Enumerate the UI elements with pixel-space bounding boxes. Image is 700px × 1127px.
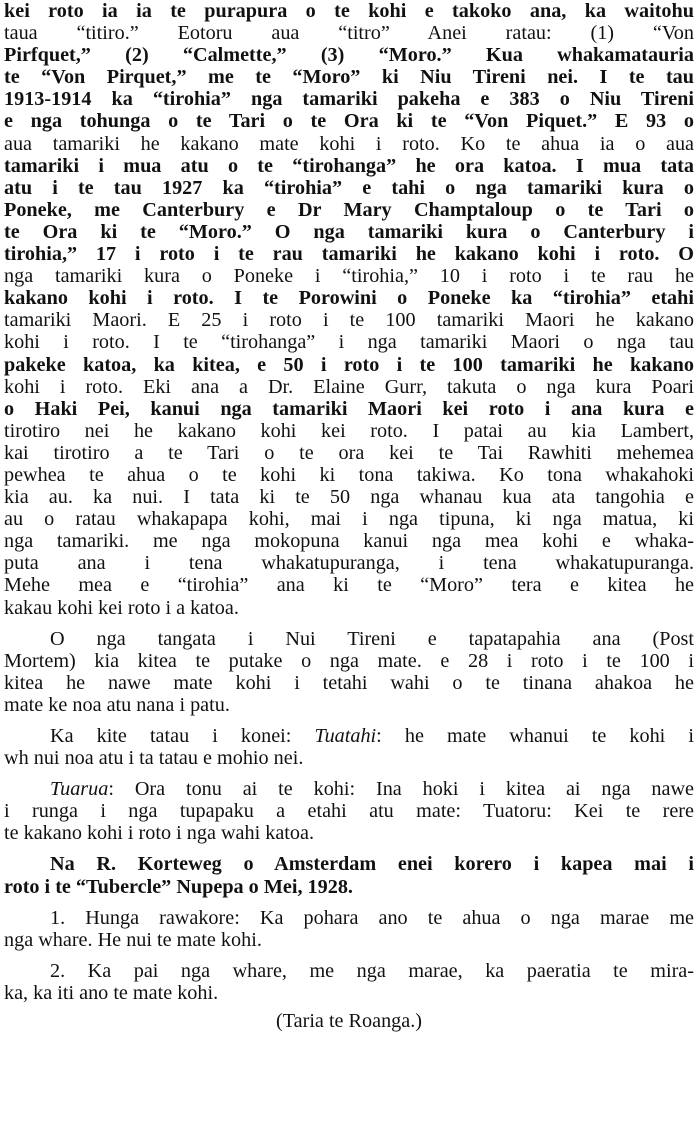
text-line [4,88,694,110]
text-run: Tuatahi [314,725,377,747]
text-line [4,747,694,769]
text-line [4,628,694,650]
text-run: Poneke, me Canterbury e Dr Mary Champtaloup o te Tari o [4,198,694,221]
text-line [4,876,694,898]
text-line [4,778,694,800]
text-line [4,22,694,44]
text-line [4,694,694,716]
text-run: kitea he nawe mate kohi i tetahi wahi o te tinana ahakoa he [4,671,694,694]
text-run: nga whare. He nui te mate kohi. [4,928,262,951]
text-run: Ka kite tatau i konei: [50,725,315,747]
text-run: o Haki Pei, kanui nga tamariki Maori kei roto i ana kura e [4,397,694,420]
text-line [4,265,694,287]
text-line [4,597,694,619]
text-run: roto i te “Tubercle” Nupepa o Mei, 1928. [4,875,353,898]
text-line [4,907,694,929]
text-run: kia au. ka nui. I tata ki te 50 nga whanau kua ata tangohia e [4,486,694,509]
text-run: pewhea te ahua o te kohi ki tona takiwa. Ko tona whakahoki [4,463,694,486]
text-run: pakeke katoa, ka kitea, e 50 i roto i te 100 tamariki he kakano [4,353,694,376]
text-line [4,376,694,398]
text-line [4,420,694,442]
text-run: nga tamariki kura o Poneke i “tirohia,” 10 i roto i te rau he [4,265,694,288]
article-body [4,0,694,1004]
text-line [4,0,694,22]
text-run: Na R. Korteweg o Amsterdam enei korero i kapea mai i [50,853,694,876]
text-run: te Ora ki te “Moro.” O nga tamariki kura o Canterbury i [4,220,694,243]
text-run: tamariki Maori. E 25 i roto i te 100 tamariki Maori he kakano [4,309,694,332]
text-run: Tuarua [50,778,109,801]
paragraph-p1 [4,0,694,619]
text-line [4,398,694,420]
text-line [4,243,694,265]
text-run: kei roto ia ia te purapura o te kohi e takoko ana, ka waitohu [4,0,694,22]
text-line [4,822,694,844]
text-line [4,331,694,353]
text-line [4,725,694,747]
text-line [4,960,694,982]
text-run: wh nui noa atu i ta tatau e mohio nei. [4,747,304,770]
text-run: kakano kohi i roto. I te Porowini o Poneke ka “tirohia” etahi [4,287,694,310]
text-line [4,177,694,199]
text-line [4,221,694,243]
text-run: tirotiro nei he kakano kohi kei roto. I patai au kia Lambert, [4,419,694,442]
text-line [4,552,694,574]
text-run: O nga tangata i Nui Tireni e tapatapahia ana (Post [50,627,694,650]
text-line [4,508,694,530]
text-run: kohi i roto. I te “tirohanga” i nga tamariki Maori o nga tau [4,331,694,354]
paragraph-p6 [4,907,694,951]
text-run: te kakano kohi i roto i nga wahi katoa. [4,822,315,845]
paragraph-p5 [4,853,694,897]
text-run: mate ke noa atu nana i patu. [4,693,230,716]
text-line [4,66,694,88]
text-line [4,530,694,552]
text-line [4,672,694,694]
text-run: nga tamariki. me nga mokopuna kanui nga mea kohi e whaka- [4,530,694,553]
text-run: taua “titiro.” Eotoru aua “titro” Anei ratau: (1) “Von [4,22,694,45]
text-run: atu i te tau 1927 ka “tirohia” e tahi o nga tamariki kura o [4,176,694,199]
text-run: aua tamariki he kakano mate kohi i roto. Ko te ahua ia o aua [4,132,694,155]
text-run: 1. Hunga rawakore: Ka pohara ano te ahua o nga marae me [50,906,694,929]
text-run: kohi i roto. Eki ana a Dr. Elaine Gurr, takuta o nga kura Poari [4,375,694,398]
document-page [4,0,694,1032]
text-run: Mehe mea e “tirohia” ana ki te “Moro” tera e kitea he [4,574,694,597]
text-run: kai tirotiro a te Tari o te ora kei te Tai Rawhiti mehemea [4,441,694,464]
text-line [4,853,694,875]
text-run: : Ora tonu ai te kohi: Ina hoki i kitea ai nga nawe [108,778,694,801]
continued-note: (Taria te Roanga.) [276,1010,422,1033]
text-line [4,486,694,508]
paragraph-p3 [4,725,694,769]
paragraph-p4 [4,778,694,844]
text-line [4,464,694,486]
text-run: 1913-1914 ka “tirohia” nga tamariki pakeha e 383 o Niu Tireni [4,88,694,111]
text-run: Mortem) kia kitea te putake o nga mate. e 28 i roto i te 100 i [4,649,694,672]
text-line [4,354,694,376]
text-line [4,442,694,464]
text-line [4,650,694,672]
text-line [4,199,694,221]
paragraph-p2 [4,628,694,716]
text-run: kakau kohi kei roto i a katoa. [4,596,239,619]
text-line [4,982,694,1004]
text-run: e nga tohunga o te Tari o te Ora ki te “Von Piquet.” E 93 o [4,110,694,133]
text-line [4,800,694,822]
text-run: 2. Ka pai nga whare, me nga marae, ka paeratia te mira- [50,959,694,982]
text-run: puta ana i tena whakatupuranga, i tena whakatupuranga. [4,552,694,575]
text-line [4,133,694,155]
text-run: ka, ka iti ano te mate kohi. [4,981,219,1004]
text-run: i runga i nga tupapaku a etahi atu mate: Tuatoru: Kei te rere [4,800,694,823]
text-line [4,574,694,596]
text-run: Pirfquet,” (2) “Calmette,” (3) “Moro.” Kua whakamatauria [4,44,694,67]
text-line [4,287,694,309]
text-line [4,44,694,66]
text-run: te “Von Pirquet,” me te “Moro” ki Niu Tireni nei. I te tau [4,66,694,89]
text-line [4,110,694,132]
text-run: tamariki i mua atu o te “tirohanga” he ora katoa. I mua tata [4,154,694,177]
text-run: tirohia,” 17 i roto i te rau tamariki he kakano kohi i roto. O [4,243,694,266]
text-line [4,309,694,331]
text-run: au o ratau whakapapa kohi, mai i nga tipuna, ki nga matua, ki [4,508,694,531]
text-run: : he mate whanui te kohi i [376,725,694,747]
text-line [4,929,694,951]
paragraph-p7 [4,960,694,1004]
text-line [4,155,694,177]
